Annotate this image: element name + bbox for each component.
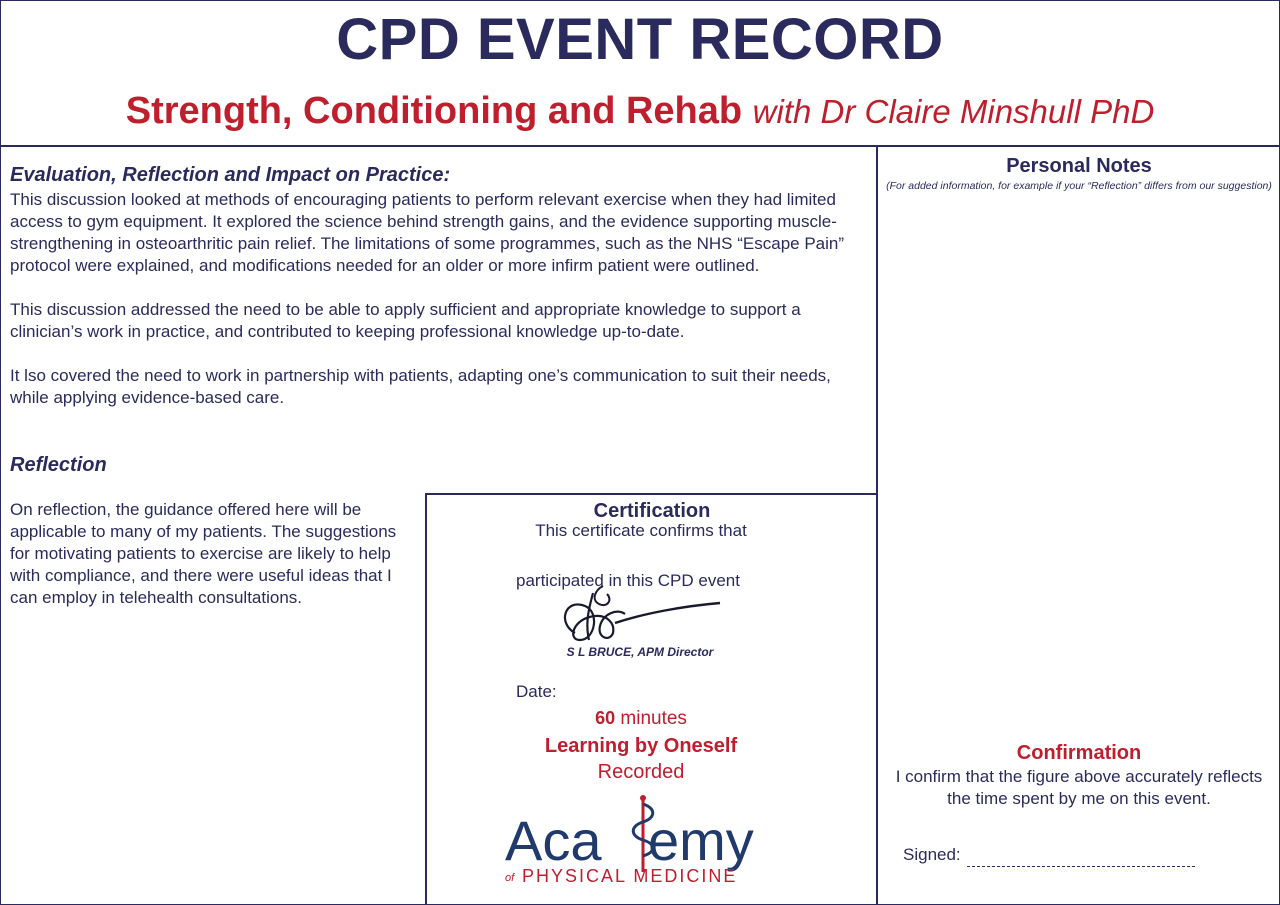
svg-text:PHYSICAL MEDICINE: PHYSICAL MEDICINE [522,866,738,886]
signed-label: Signed: [903,845,961,864]
duration-unit: minutes [620,708,687,729]
director-signature-icon [555,578,730,650]
certification-participated-text: participated in this CPD event [516,571,740,590]
certification-confirms-text: This certificate confirms that [535,521,747,540]
record-status: Recorded [597,761,685,783]
course-title [0,90,1280,133]
certification-heading: Certification [593,500,711,522]
svg-text:emy: emy [648,809,754,872]
page-title: CPD EVENT RECORD [336,7,944,72]
reflection-body [10,499,415,631]
evaluation-paragraph: This discussion addressed the need to be able to apply sufficient and appropriate knowledge to support a clinician’s work in practice, and contributed to keeping professional knowledge up-to-date. [10,300,801,341]
learning-type: Learning by Oneself [544,735,738,757]
header-divider [0,145,1280,147]
notes-column-divider [876,145,878,905]
evaluation-body [10,189,865,431]
course-name: Strength, Conditioning and Rehab [125,90,743,132]
certification-box-top [425,493,877,495]
reflection-heading: Reflection [10,454,107,476]
certification-box-left [425,493,427,905]
academy-of-physical-medicine-logo [500,790,790,890]
signer-name: S L BRUCE, APM Director [566,645,714,659]
course-presenter: with Dr Claire Minshull PhD [752,93,1155,130]
evaluation-paragraph: This discussion looked at methods of encouraging patients to perform relevant exercise when they had limited access to gym equipment. It explored the science behind strength gains, and the evidence supporting muscle-strengthening in osteoarthritic pain relief. The limitations of some programmes, such as the NHS “Escape Pain” protocol were explained, and modifications needed for an older or more infirm patient were outlined. [10,190,845,275]
confirmation-text: I confirm that the figure above accurately reflects the time spent by me on this event. [895,767,1263,808]
svg-text:Aca: Aca [505,809,602,872]
svg-text:of: of [505,872,515,884]
signature-line[interactable] [967,866,1195,867]
duration [427,708,855,730]
duration-value: 60 [595,708,616,728]
reflection-paragraph: On reflection, the guidance offered here will be applicable to many of my patients. The suggestions for motivating patients to exercise are likely to help with compliance, and there were useful ideas that I can employ in telehealth consultations. [10,500,397,607]
personal-notes-heading: Personal Notes [1006,155,1152,177]
personal-notes-hint: (For added information, for example if your “Reflection” differs from our suggestion) [886,180,1272,192]
confirmation-heading: Confirmation [1016,742,1142,764]
evaluation-paragraph: It lso covered the need to work in partnership with patients, adapting one’s communication to suit their needs, while applying evidence-based care. [10,366,831,407]
evaluation-heading: Evaluation, Reflection and Impact on Practice: [10,164,451,186]
date-label: Date: [516,682,557,701]
